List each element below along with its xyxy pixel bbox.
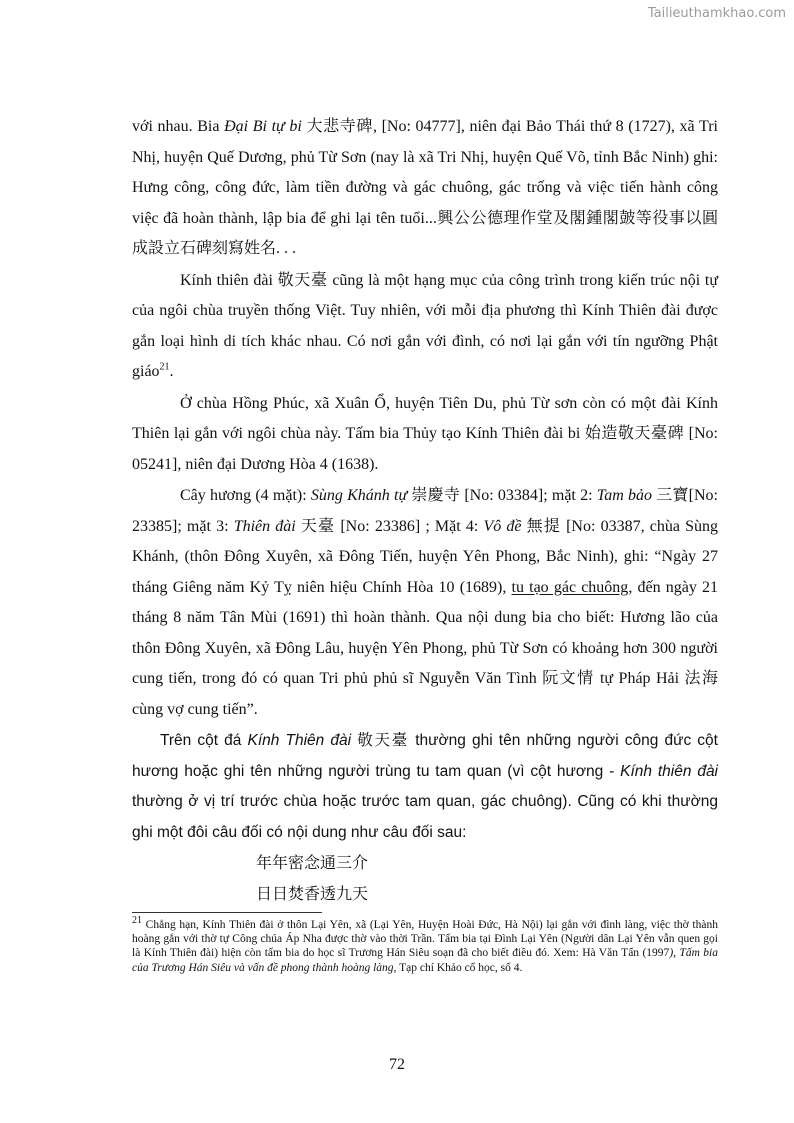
couplet-line: 日日焚香透九天 bbox=[256, 885, 369, 903]
paragraph-kinh-thien-dai bbox=[132, 266, 718, 388]
text: Chẳng hạn, Kính Thiên đài ở thôn Lại Yên, xã (Lại Yên, Huyện Hoài Đức, Hà Nội) lại gắn với đình làng, việc thờ thành hoàng gắn với thờ tự Công chúa Áp Nha được thờ vào thời Trần. Tấm bia tại Đình Lại Yên (Người dân Lại Yên vẫn quen gọi là Kính Thiên đài) hiện còn tấm bia do học sĩ Trương Hán Siêu soạn đã cho biết điều đó. Xem: Hà Văn Tấn (1997 bbox=[132, 919, 718, 960]
inscription-title: Kính thiên đài bbox=[620, 762, 719, 780]
paragraph-cay-huong bbox=[132, 481, 718, 725]
page-number: 72 bbox=[389, 1056, 405, 1073]
text: 天臺 [No: 23386] ; Mặt 4: bbox=[295, 517, 484, 535]
inscription-title: Vô đề bbox=[483, 517, 522, 535]
text: Tạp chí Khảo cổ học, số 4. bbox=[396, 961, 523, 974]
couplet bbox=[256, 849, 718, 910]
text: thường ở vị trí trước chùa hoặc trước tam quan, gác chuông). Cũng có khi thường ghi một đôi câu đối có nội dung như câu đối sau: bbox=[132, 793, 718, 841]
text: Cây hương (4 mặt): bbox=[180, 487, 311, 504]
footnote-divider bbox=[132, 912, 322, 913]
inscription-title: Sùng Khánh tự bbox=[310, 487, 408, 504]
paragraph-cot-da bbox=[132, 726, 718, 848]
page-body bbox=[132, 112, 718, 910]
text: Trên cột đá bbox=[160, 732, 248, 749]
inscription-title: Tam bảo bbox=[596, 487, 652, 504]
text: 三寶[No: 23385]; mặt 3: bbox=[132, 487, 719, 535]
text: , đến ngày 21 tháng 8 năm Tân Mùi (1691) thì hoàn thành. Qua nội dung bia cho biết: Hương lão của thôn Đông Xuyên, xã Đông Lâu, huyện Yên Phong, phủ Từ Sơn có khoảng hơn 300 người cung tiến, trong đó có quan Tri phủ phủ sĩ Nguyễn Văn Tình 阮文情 tự Pháp Hải 法海 cùng vợ cung tiến”. bbox=[132, 578, 718, 718]
text: 崇慶寺 [No: 03384]; mặt 2: bbox=[407, 487, 597, 504]
inscription-title: Thiên đài bbox=[233, 517, 296, 535]
inscription-title: Đại Bi tự bi bbox=[224, 118, 302, 135]
footnote bbox=[132, 915, 718, 975]
text: 大悲寺碑, [No: 04777], niên đại Bảo Thái thứ 8 (1727), xã Tri Nhị, huyện Quế Dương, phủ Từ Sơn (nay là xã Tri Nhị, huyện Quế Võ, tỉnh Bắc Ninh) ghi: Hưng công, công đức, làm tiền đường và gác chuông, gác trống và việc tiến hành công việc đã hoàn thành, lập bia để ghi lại tên tuổi...興公公德理作堂及閣鍾閣皷等役事以圓成設立石碑刻寫姓名. . . bbox=[132, 118, 718, 257]
watermark: Tailieuthamkhao.com bbox=[647, 6, 786, 21]
text: 敬天臺 thường ghi tên những người công đức cột hương hoặc ghi tên những người trùng tu tam quan (vì cột hương - bbox=[132, 732, 718, 780]
footnote-number: 21 bbox=[132, 915, 142, 927]
text: . bbox=[169, 363, 174, 380]
text: 無提 [No: 03387, chùa Sùng Khánh, (thôn Đông Xuyên, xã Đông Tiến, huyện Yên Phong, Bắc Ninh), ghi: “Ngày 27 tháng Giêng năm Kỷ Tỵ niên hiệu Chính Hòa 10 (1689), bbox=[132, 517, 718, 596]
underlined-text: tu tạo gác chuông bbox=[511, 578, 629, 596]
text: Kính thiên đài 敬天臺 cũng là một hạng mục của công trình trong kiến trúc nội tự của ngôi chùa truyền thống Việt. Tuy nhiên, với mỗi địa phương thì Kính Thiên đài được gắn loại hình di tích khác nhau. Có nơi gắn với đình, có nơi lại gắn với tín ngưỡng Phật giáo bbox=[132, 271, 718, 380]
paragraph-hong-phuc: Ở chùa Hồng Phúc, xã Xuân Ổ, huyện Tiên Du, phủ Từ sơn còn có một đài Kính Thiên lại gắn với ngôi chùa này. Tấm bia Thủy tạo Kính Thiên đài bi 始造敬天臺碑 [No: 05241], niên đại Dương Hòa 4 (1638). bbox=[132, 394, 718, 473]
inscription-title: Kính Thiên đài bbox=[247, 732, 352, 749]
paragraph-dai-bi bbox=[132, 112, 718, 265]
text: với nhau. Bia bbox=[132, 118, 225, 135]
footnote-ref[interactable]: 21 bbox=[159, 361, 170, 373]
couplet-line: 年年密念通三介 bbox=[256, 855, 369, 872]
citation-title: ), Tấm bia của Trương Hán Siêu và vấn đề phong thành hoàng làng, bbox=[132, 947, 718, 974]
